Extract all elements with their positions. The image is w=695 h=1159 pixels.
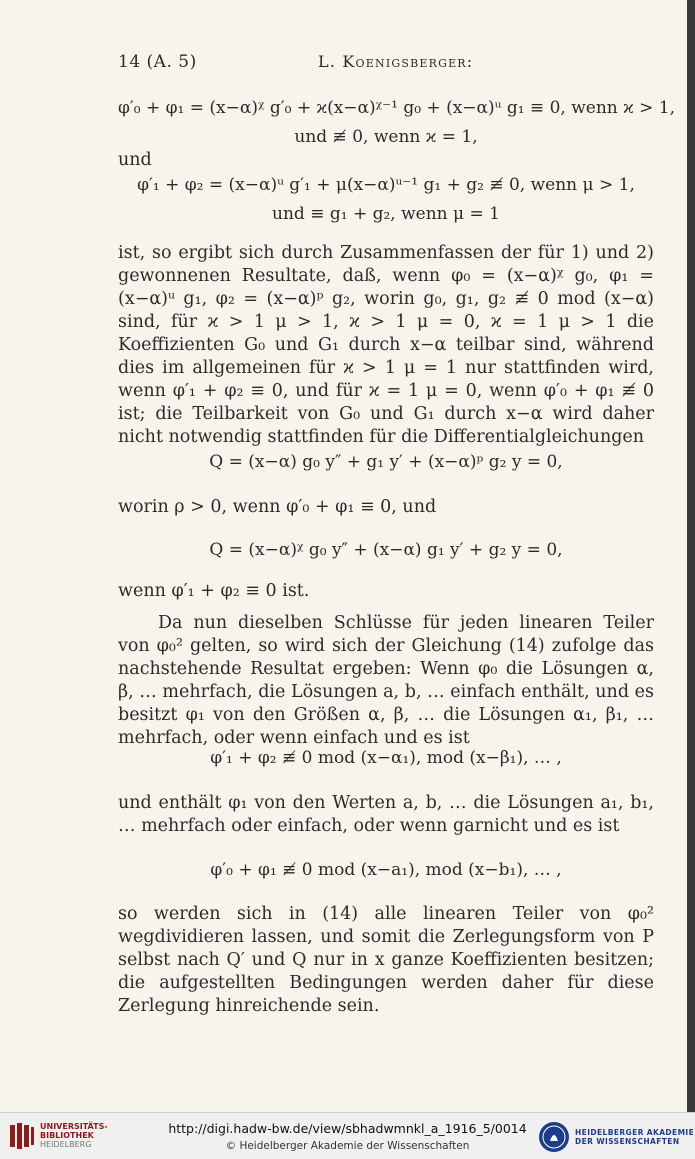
paragraph-4: Da nun dieselben Schlüsse für jeden linearen Teiler von φ₀² gelten, so wird sich der Gleichung (14) zufolge das nachstehende Resultat ergeben: Wenn φ₀ die Lösungen α, β, … mehrfach, die Lösungen a, b, … einfach enthält, und es besitzt φ₁ von den Größen α, β, … die Lösungen α₁, β₁, … mehrfach, oder wenn einfach und es ist — [118, 613, 654, 748]
paragraph-2: worin ρ > 0, wenn φ′₀ + φ₁ ≡ 0, und — [118, 497, 437, 517]
page-number: 14 (A. 5) — [118, 52, 197, 72]
footer-bar — [0, 1112, 695, 1159]
equation-6: φ′₀ + φ₁ ≢ 0 mod (x−a₁), mod (x−b₁), … , — [210, 860, 562, 880]
paragraph-5: und enthält φ₁ von den Werten a, b, … die Lösungen a₁, b₁, … mehrfach oder einfach, oder wenn garnicht und es ist — [118, 793, 654, 836]
equation-5: φ′₁ + φ₂ ≢ 0 mod (x−α₁), mod (x−β₁), … , — [210, 748, 562, 768]
paragraph-3: wenn φ′₁ + φ₂ ≡ 0 ist. — [118, 581, 310, 601]
paragraph-6: so werden sich in (14) alle linearen Teiler von φ₀² wegdividieren lassen, und somit die Zerlegungsform von P selbst nach Q′ und Q nur in x ganze Koeffizienten besitzen; die aufgestellten Bedingungen werden daher für diese Zerlegung hinreichende sein. — [118, 904, 654, 1016]
equation-2-line-2: und ≡ g₁ + g₂, wenn μ = 1 — [272, 204, 500, 224]
university-library-name: UNIVERSITÄTS- BIBLIOTHEK HEIDELBERG — [40, 1122, 108, 1149]
page-edge — [687, 0, 695, 1112]
academy-seal-icon — [538, 1121, 570, 1153]
paragraph-1: ist, so ergibt sich durch Zusammenfassen der für 1) und 2) gewonnenen Resultate, daß, wenn φ₀ = (x−α)ᵡ g₀, φ₁ = (x−α)ᵘ g₁, φ₂ = (x−α)ᵖ g₂, worin g₀, g₁, g₂ ≢ 0 mod (x−α) sind, für ϰ > 1 μ > 1, ϰ > 1 μ = 0, ϰ = 1 μ > 1 die Koeffizienten G₀ und G₁ durch x−α teilbar sind, während dies im allgemeinen für ϰ > 1 μ = 1 nur stattfinden wird, wenn φ′₁ + φ₂ ≡ 0, und für ϰ = 1 μ = 0, wenn φ′₀ + φ₁ ≢ 0 ist; die Teilbarkeit von G₀ und G₁ durch x−α wird daher nicht notwendig stattfinden für die Differentialgleichungen — [118, 243, 654, 447]
copyright-notice: © Heidelberger Akademie der Wissenschaften — [225, 1140, 470, 1152]
equation-3: Q = (x−α) g₀ y″ + g₁ y′ + (x−α)ᵖ g₂ y = 0, — [209, 452, 563, 472]
running-head-author: L. Koenigsberger: — [318, 52, 474, 71]
equation-1-line-2: und ≢ 0, wenn ϰ = 1, — [294, 127, 478, 147]
und-label: und — [118, 150, 152, 170]
equation-4: Q = (x−α)ᵡ g₀ y″ + (x−α) g₁ y′ + g₂ y = 0, — [209, 540, 563, 560]
equation-2-line-1: φ′₁ + φ₂ = (x−α)ᵘ g′₁ + μ(x−α)ᵘ⁻¹ g₁ + g₂ ≢ 0, wenn μ > 1, — [137, 175, 635, 195]
permalink-url[interactable]: http://digi.hadw-bw.de/view/sbhadwmnkl_a_1916_5/0014 — [168, 1121, 527, 1136]
equation-1-line-1: φ′₀ + φ₁ = (x−α)ᵡ g′₀ + ϰ(x−α)ᵡ⁻¹ g₀ + (x−α)ᵘ g₁ ≡ 0, wenn ϰ > 1, — [118, 98, 675, 118]
academy-name: HEIDELBERGER AKADEMIE DER WISSENSCHAFTEN — [575, 1128, 695, 1146]
